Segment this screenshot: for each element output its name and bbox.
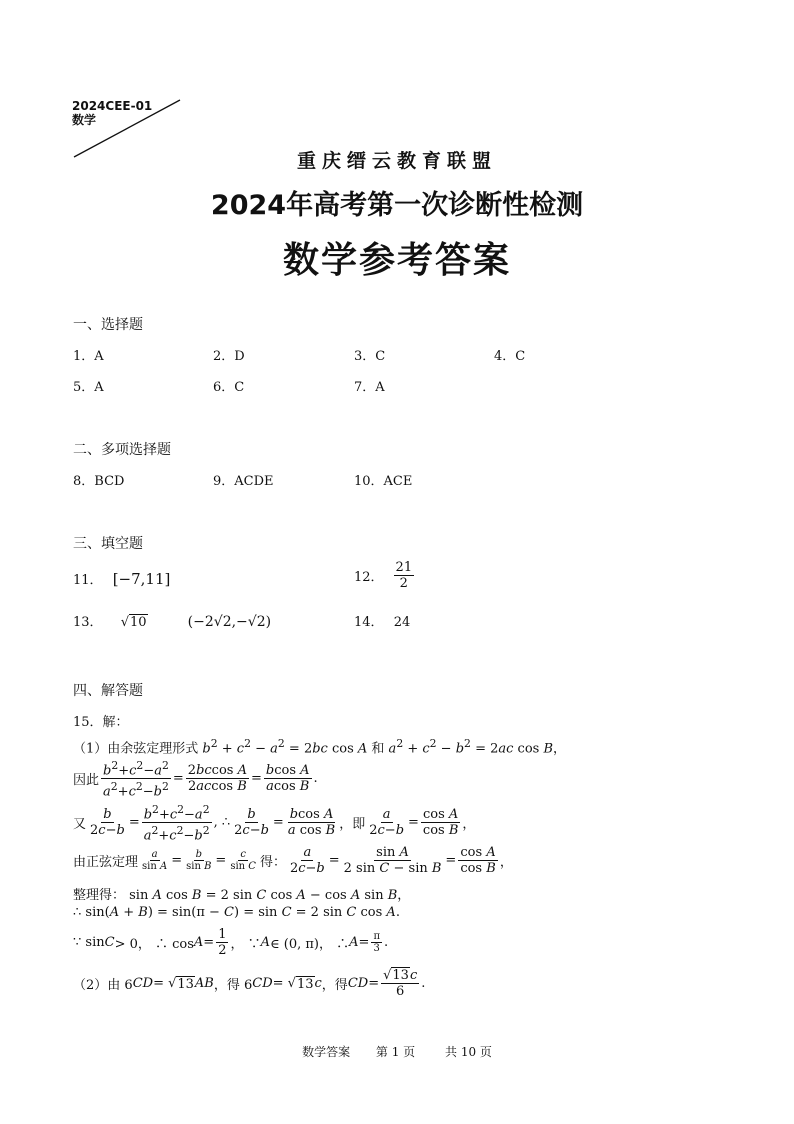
section-title-fill: 三、填空题: [73, 536, 143, 552]
document-title: 数学参考答案: [282, 240, 511, 281]
q15-label: 15．解：: [73, 715, 129, 730]
organization-name: 重庆缙云教育联盟: [296, 150, 497, 172]
doc-subject: 数学: [72, 113, 97, 127]
answer-12-numerator: 21: [395, 560, 413, 575]
answer-1: 1．A: [73, 349, 104, 364]
footer-total: 共 10 页: [445, 1045, 492, 1059]
answer-13-sqrt-arg: 10: [129, 615, 147, 630]
solution-line-2: 因此 $\frac{b^2+c^2-a^2}{a^2+c^2-b^2}$ = $\frac{\text{2bccos A}}{\text{2accos B}}$ = $\frac{\text{bcos A}}{\text{acos B}}$ .: [73, 759, 318, 800]
answer-14-label: 14．: [354, 615, 384, 630]
solution-line-1: （1）由余弦定理形式 $b^2 + c^2 - a^2 = 2bc$ cos A 和 $a^2 + c^2 - b^2 = 2ac$ cos B，: [73, 737, 567, 757]
answer-2: 2．D: [213, 349, 245, 364]
answer-11-value: [−7,11]: [112, 570, 171, 588]
answer-12-label: 12．: [354, 570, 384, 585]
answer-13-part-a: √10: [120, 615, 147, 630]
answer-7: 7．A: [354, 380, 385, 395]
solution-line-5: 整理得： sin A cos B = 2 sin C cos A − cos A sin B，: [73, 888, 411, 903]
solution-line-4: 由正弦定理 $\frac{a}{\text{sin A}}$ = $\frac{b}{\text{sin B}}$ = $\frac{c}{\text{sin C}}$ 得： $\frac{a}{2c-b}$ = $\frac{\text{sin A}}{\text{2 sin C − sin B}}$ = $\frac{\text{cos A}}{\text{cos B}}$ ，: [73, 845, 513, 876]
answer-10: 10．ACE: [354, 474, 413, 489]
footer-page: 第 1 页: [375, 1045, 416, 1059]
solution-line-7: ∵ sin C > 0， ∴ cos A = $\frac{1}{2}$ ， ∵ A ∈ (0, π)， ∴ A = $\frac{\pi}{3}$ .: [73, 927, 389, 958]
answer-5: 5．A: [73, 380, 104, 395]
answer-13: [73, 611, 271, 630]
answer-14-value: 24: [393, 615, 411, 630]
solution-line-8: （2）由 6 CD = √ 13 AB ，得 6 CD = √ 13 c ，得 CD = $\frac{√13c}{6}$ .: [73, 968, 426, 999]
answer-6: 6．C: [213, 380, 245, 395]
section-title-multi: 二、多项选择题: [73, 442, 171, 458]
doc-code: 2024CEE-01: [72, 99, 153, 113]
answer-12-denominator: 2: [399, 576, 408, 591]
section-title-choice: 一、选择题: [73, 317, 143, 333]
answer-14: [354, 611, 410, 630]
answer-11-label: 11．: [73, 573, 103, 588]
answer-12: [354, 560, 416, 591]
answer-11: [73, 569, 170, 588]
answer-8: 8．BCD: [73, 474, 125, 489]
footer-subject: 数学答案: [302, 1045, 351, 1059]
answer-13-label: 13．: [73, 615, 103, 630]
page-footer: [0, 1043, 794, 1060]
answer-12-fraction: [394, 560, 415, 591]
answer-9: 9．ACDE: [213, 474, 274, 489]
answer-4: 4．C: [494, 349, 526, 364]
section-title-solve: 四、解答题: [73, 683, 143, 699]
answer-3: 3．C: [354, 349, 386, 364]
answer-13-part-b: (−2√2,−√2): [187, 614, 272, 630]
solution-line-6: ∴ sin(A + B) = sin(π − C) = sin C = 2 sin C cos A.: [73, 905, 400, 920]
exam-title: 2024年高考第一次诊断性检测: [210, 190, 584, 221]
solution-line-3: 又 $\frac{b}{2c-b}$ = $\frac{b^2+c^2-a^2}{a^2+c^2-b^2}$ , ∴ $\frac{b}{2c-b}$ = $\frac{\text{bcos A}}{\text{a cos B}}$ ，即 $\frac{a}{2c-b}$ = $\frac{\text{cos A}}{\text{cos B}}$ ，: [73, 803, 476, 844]
